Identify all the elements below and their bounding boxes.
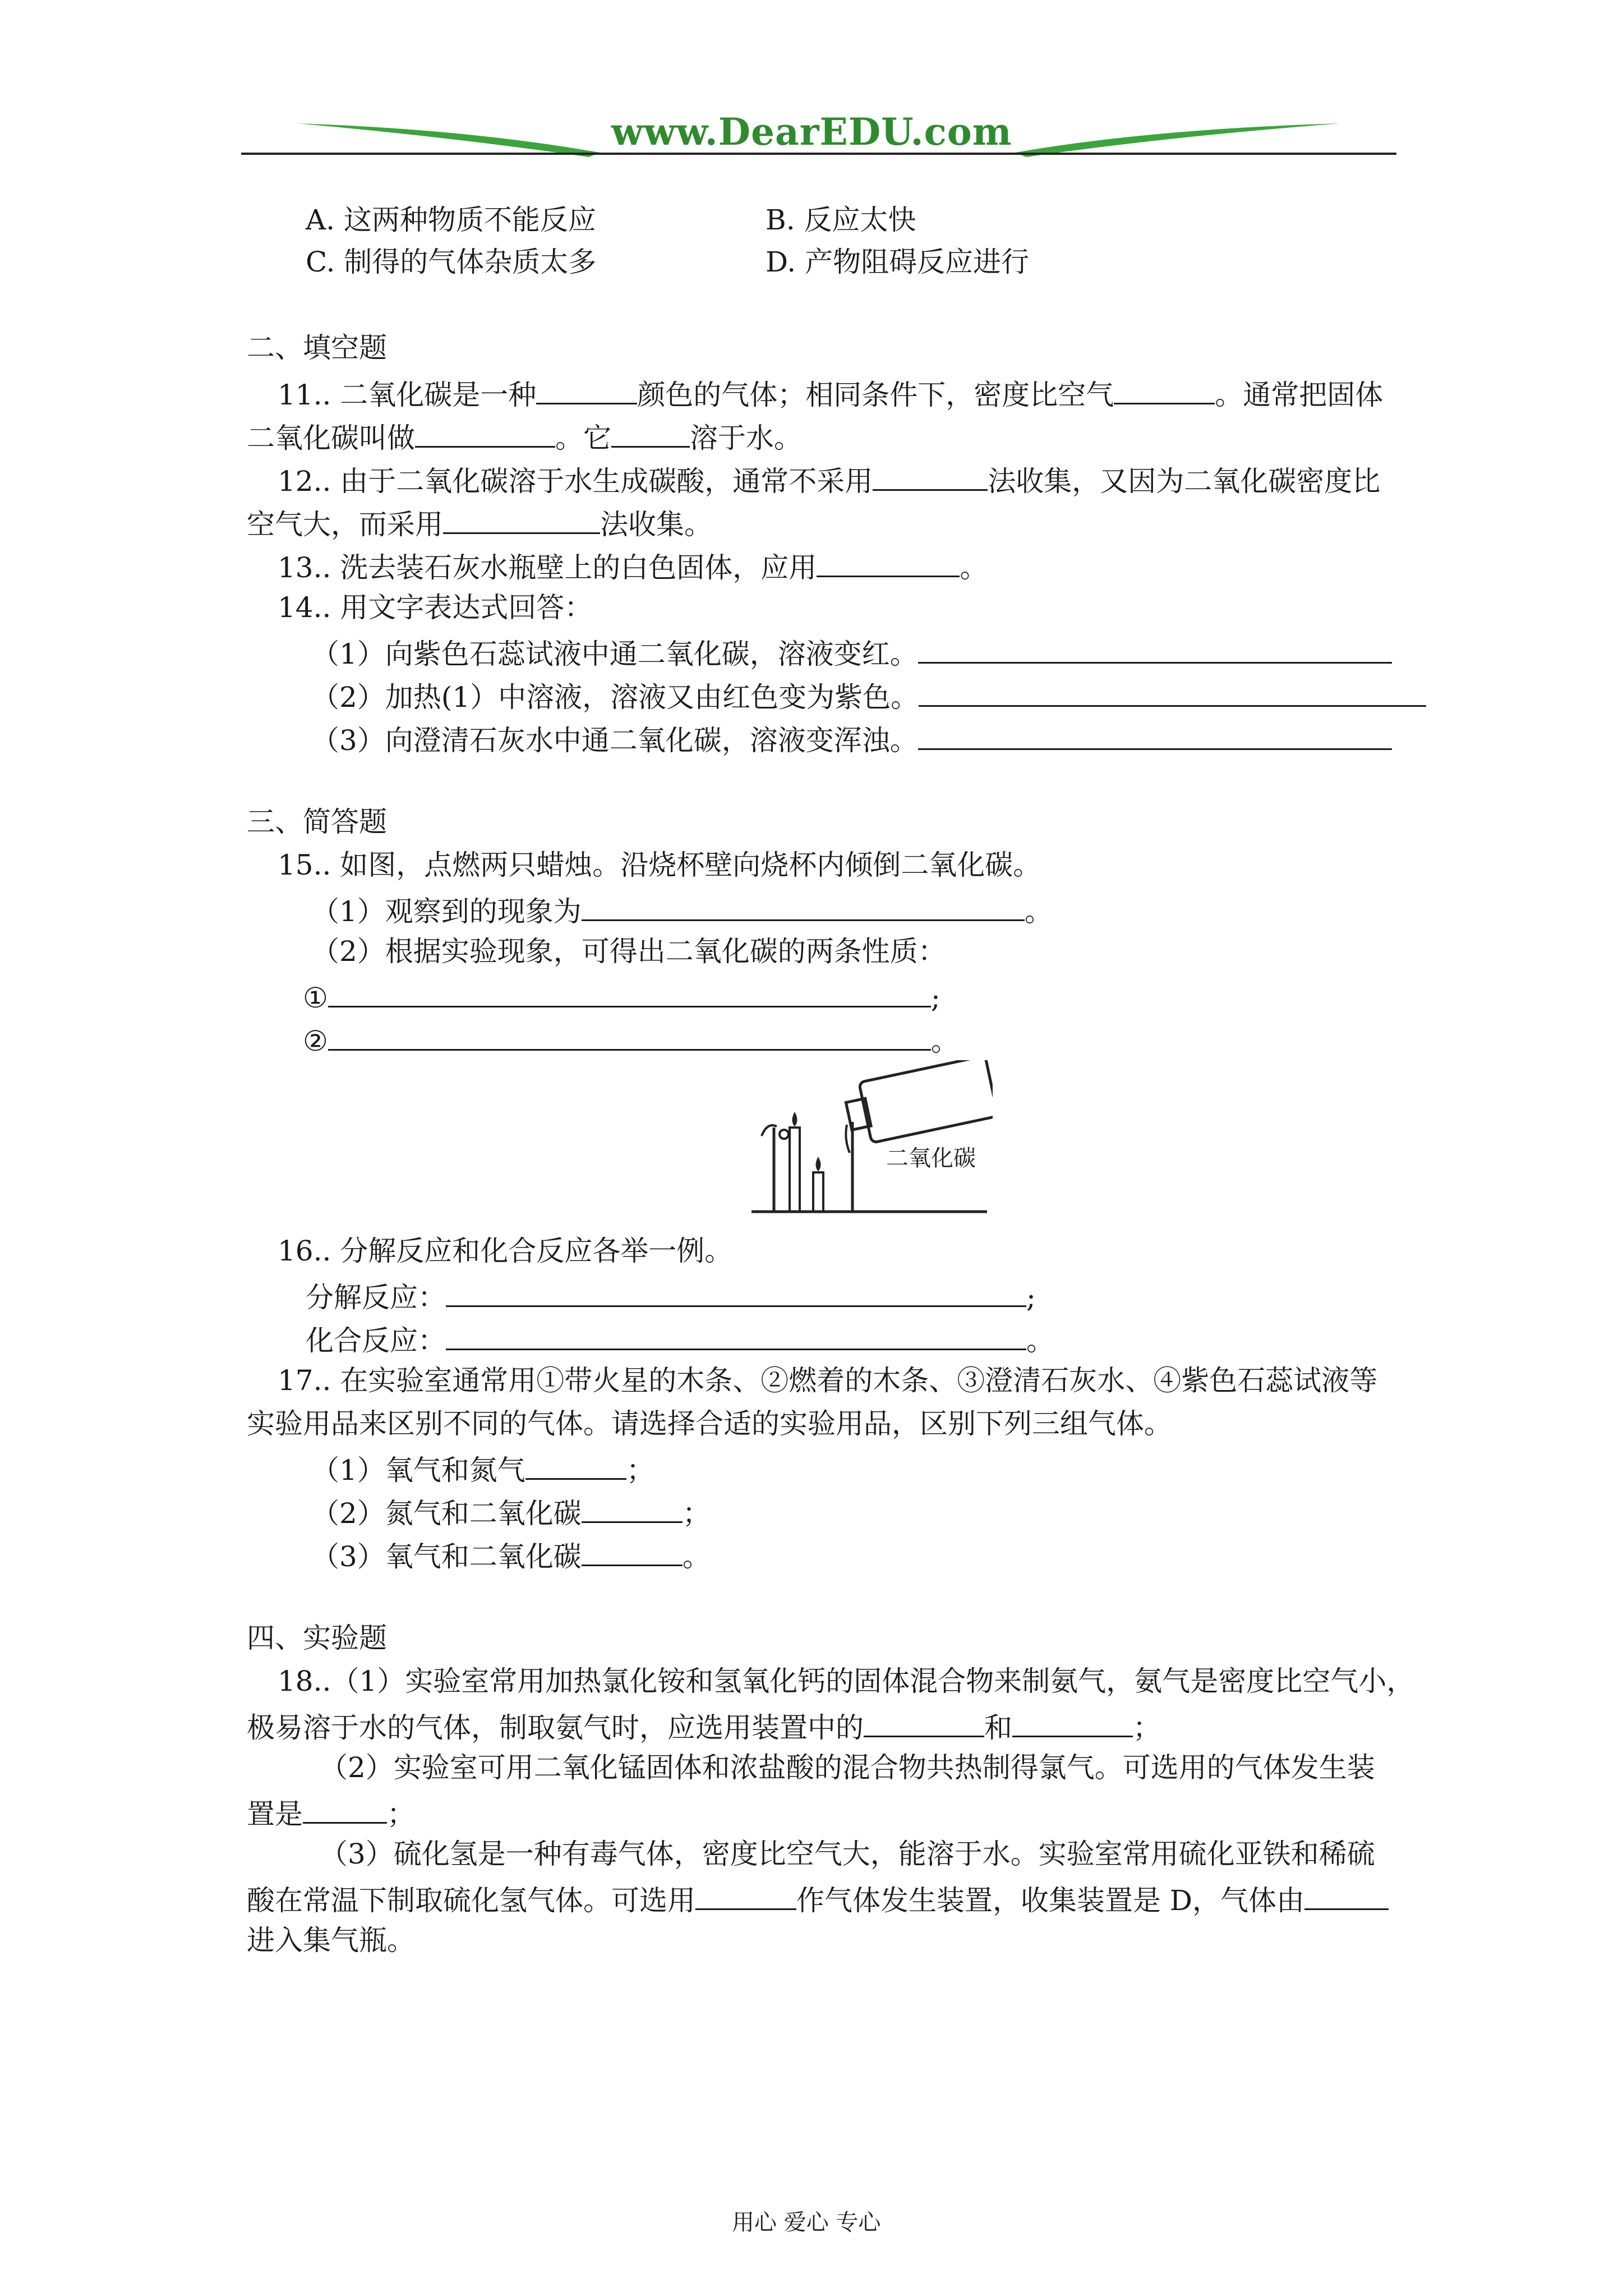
question-11-line2 [247,418,802,455]
q17-3-end: 。 [682,1540,711,1573]
q18-1-blank-2[interactable] [1012,1708,1133,1737]
q15-c2-end: 。 [930,1025,959,1057]
q16-2-text: 化合反应： [306,1324,446,1357]
q17-2-blank[interactable] [582,1493,683,1523]
question-14: 14.. 用文字表达式回答： [278,591,593,624]
question-18-3-line1: （3）硫化氢是一种有毒气体，密度比空气大，能溶于水。实验室常用硫化亚铁和稀硫 [320,1838,1375,1870]
q18-2-end: ； [387,1798,415,1830]
q18-3-blank-1[interactable] [695,1880,796,1910]
question-17-line2: 实验用品来区别不同的气体。请选择合适的实验用品，区别下列三组气体。 [247,1407,1172,1440]
q14-1-blank[interactable] [918,634,1392,664]
q17-2-end: ； [682,1497,711,1530]
q12-blank-1[interactable] [873,461,988,491]
q14-2-blank[interactable] [919,677,1426,707]
q18-2-blank[interactable] [303,1794,387,1824]
q15-c2-marker: ② [303,1025,328,1057]
q12-blank-2[interactable] [443,504,600,534]
q11-text-3: 。通常把固体 [1215,379,1384,411]
figure-label: 二氧化碳 [886,1145,976,1171]
q18-3-blank-2[interactable] [1304,1880,1389,1910]
option-d: D. 产物阻碍反应进行 [766,246,1030,278]
q17-1-text: （1）氧气和氮气 [311,1454,525,1487]
q16-2-blank[interactable] [446,1320,1026,1350]
q14-3-text: （3）向澄清石灰水中通二氧化碳，溶液变浑浊。 [311,724,918,757]
question-12-line2 [247,504,712,541]
question-18-2-line1: （2）实验室可用二氧化锰固体和浓盐酸的混合物共热制得氯气。可选用的气体发生装 [320,1751,1375,1784]
question-16-combination [306,1320,1054,1358]
question-18-3-line3: 进入集气瓶。 [247,1924,415,1957]
q18-1-blank-1[interactable] [864,1708,984,1737]
q15-c1-blank[interactable] [328,978,931,1007]
page-footer: 用心 爱心 专心 [732,2210,881,2235]
q18-3-text: 酸在常温下制取硫化氢气体。可选用 [247,1884,695,1917]
q11-blank-4[interactable] [611,418,690,448]
question-18-3-line2 [247,1880,1389,1917]
question-18-1-line2 [247,1708,1161,1745]
q15-1-text: （1）观察到的现象为 [311,895,582,928]
question-18-2-line2 [247,1794,415,1831]
section-3-title: 三、简答题 [247,806,387,838]
q17-3-text: （3）氧气和二氧化碳 [311,1540,582,1573]
q13-text-2: 。 [960,551,988,584]
q11-text-1: 11.. 二氧化碳是一种 [278,379,537,411]
q12-text-2: 法收集，又因为二氧化碳密度比 [988,465,1381,498]
q12-text-4: 法收集。 [600,508,712,541]
question-15-2: （2）根据实验现象，可得出二氧化碳的两条性质： [311,935,946,968]
q11-text-4: 二氧化碳叫做 [247,422,415,454]
question-13 [278,547,988,585]
q16-2-end: 。 [1026,1324,1054,1357]
q15-c1-marker: ① [303,982,328,1014]
question-17-3 [311,1536,711,1573]
q14-1-text: （1）向紫色石蕊试液中通二氧化碳，溶液变红。 [311,638,918,670]
q14-3-blank[interactable] [918,720,1392,750]
option-a: A. 这两种物质不能反应 [306,204,596,236]
q17-1-blank[interactable] [525,1450,626,1480]
q11-text-6: 溶于水。 [690,422,802,454]
option-c: C. 制得的气体杂质太多 [306,246,597,278]
q11-blank-2[interactable] [1114,375,1215,404]
q16-1-blank[interactable] [446,1277,1026,1307]
q17-3-blank[interactable] [582,1536,683,1566]
question-15-conclusion-2 [303,1021,959,1058]
question-17-1 [311,1450,654,1487]
q18-1-text: 极易溶于水的气体，制取氨气时，应选用装置中的 [247,1711,864,1744]
q11-text-5: 。它 [555,422,611,454]
q18-3-mid: 作气体发生装置，收集装置是 D，气体由 [796,1884,1304,1917]
q18-1-mid: 和 [984,1711,1012,1744]
q15-1-blank[interactable] [582,891,1025,921]
section-4-title: 四、实验题 [247,1622,387,1654]
question-15-conclusion-1 [303,978,940,1015]
q11-blank-1[interactable] [536,375,637,404]
question-16: 16.. 分解反应和化合反应各举一例。 [278,1235,733,1267]
q12-text-3: 空气大，而采用 [247,508,443,541]
option-b: B. 反应太快 [766,204,916,236]
question-14-3 [311,720,1392,757]
q15-c2-blank[interactable] [328,1021,931,1051]
question-18-1-line1: 18..（1）实验室常用加热氯化铵和氢氧化钙的固体混合物来制氨气，氨气是密度比空气小， [278,1665,1415,1697]
q16-1-text: 分解反应： [306,1281,446,1314]
question-12-line1 [278,461,1380,498]
q12-text-1: 12.. 由于二氧化碳溶于水生成碳酸，通常不采用 [278,465,873,498]
q16-1-end: ; [1026,1281,1036,1314]
q11-text-2: 颜色的气体；相同条件下，密度比空气 [637,379,1114,411]
question-17-line1: 17.. 在实验室通常用①带火星的木条、②燃着的木条、③澄清石灰水、④紫色石蕊试液等 [278,1364,1378,1397]
site-logo: www.DearEDU.com [611,110,1012,154]
question-14-1 [311,634,1392,671]
q18-1-end: ； [1133,1711,1161,1744]
question-11-line1 [278,375,1383,412]
question-15: 15.. 如图，点燃两只蜡烛。沿烧杯壁向烧杯内倾倒二氧化碳。 [278,849,1041,881]
q13-blank[interactable] [817,547,960,577]
q17-1-end: ； [626,1454,654,1487]
q15-c1-end: ; [930,982,940,1014]
q11-blank-3[interactable] [415,418,555,448]
section-2-title: 二、填空题 [247,332,387,364]
question-15-1 [311,891,1053,928]
question-16-decomposition [306,1277,1036,1314]
q15-1-end: 。 [1024,895,1053,928]
q17-2-text: （2）氮气和二氧化碳 [311,1497,582,1530]
q18-2-text: 置是 [247,1798,303,1830]
question-14-2 [311,677,1426,714]
q13-text-1: 13.. 洗去装石灰水瓶壁上的白色固体，应用 [278,551,817,584]
q14-2-text: （2）加热(1）中溶液，溶液又由红色变为紫色。 [311,681,919,714]
question-17-2 [311,1493,711,1530]
